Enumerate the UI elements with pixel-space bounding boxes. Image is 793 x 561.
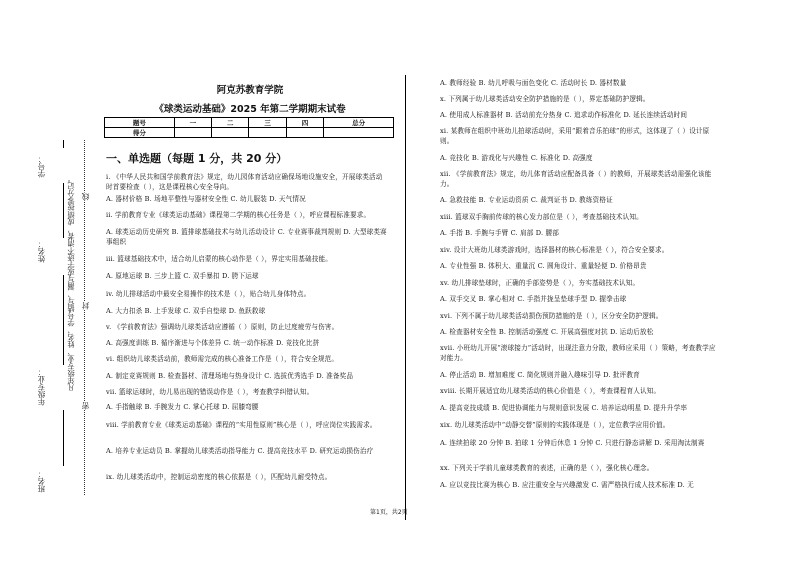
page-number: 第1页，共2页 (370, 509, 408, 516)
seal-char: 密 (81, 402, 90, 410)
seal-char: 封 (81, 302, 90, 310)
student-id-blank[interactable] (63, 183, 64, 238)
question-stem: xv. 幼儿排球垫球时，正确的手部姿势是（ ），夯实基础技术认知。 (440, 279, 640, 287)
question-stem: xix. 幼儿球类活动中“动静交替”原则的实践体现是（ ），定位教学应用价值。 (440, 421, 670, 429)
question-stem: xii. 《学前教育法》规定，幼儿体育活动应配备具备（ ）的教师，开展球类活动需强化该能力。 (440, 170, 712, 188)
question-stem: xiv. 设计大班幼儿球类游戏时，选择器材的核心标准是（ ），符合安全要求。 (440, 246, 669, 254)
score-cell: 一 (174, 118, 211, 128)
question-options: A. 手指 B. 手腕与手臂 C. 肩部 D. 腰部 (440, 229, 559, 237)
question-options: A. 使用成人标准器材 B. 活动前充分热身 C. 追求动作标准化 D. 延长连续活动时间 (440, 111, 688, 119)
question-options: A. 竞技化 B. 游戏化与兴趣性 C. 标准化 D. 高强度 (440, 154, 593, 162)
school-name: 阿克苏教育学院 (216, 85, 284, 96)
question-options: A. 应以竞技比赛为核心 B. 应注重安全与兴趣激发 C. 需严格执行成人技术标准 D. 无 (440, 481, 694, 489)
seal-char: 线 (81, 193, 90, 201)
column-divider (405, 75, 406, 520)
question-options: A. 大力扣杀 B. 上手发球 C. 双手自垫球 D. 鱼跃救球 (106, 307, 266, 315)
question-options: A. 连续拍球 20 分钟 B. 拍球 1 分钟后休息 1 分钟 C. 只进行静态讲解 D. 采用淘汰制赛 (440, 439, 705, 447)
class-label: 班名： (37, 470, 46, 493)
score-cell: 得分 (105, 128, 175, 138)
question-options: A. 高强度训练 B. 循序渐进与个体差异 C. 统一动作标准 D. 竞技化比拼 (106, 339, 320, 347)
score-cell (324, 128, 394, 138)
question-stem: xx. 下列关于学前儿童球类教育的表述，正确的是（ ），强化核心理念。 (440, 464, 654, 472)
question-options: A. 专业性强 B. 体积大、重量沉 C. 圆角设计、重量轻便 D. 价格昂贵 (440, 262, 647, 270)
question-options: A. 球类运动历史研究 B. 篮排球基础技术与幼儿活动设计 C. 专业赛事裁判规则 D. 大型球类赛事组织 (106, 228, 387, 246)
score-cell (249, 128, 286, 138)
score-cell (286, 128, 323, 138)
question-stem: v. 《学前教育法》强调幼儿球类活动应遵循（ ）原则，防止过度疲劳与伤害。 (106, 323, 339, 331)
question-options: A. 制定竞赛规则 B. 检查器材、清理场地与热身设计 C. 选拔优秀选手 D. 准备奖品 (106, 372, 354, 380)
student-id-blank[interactable] (63, 140, 64, 148)
question-stem: vi. 组织幼儿球类活动前，教师需完成的核心准备工作是（ ），符合安全规范。 (106, 355, 339, 363)
question-stem: xi. 某教师在组织中班幼儿拍球活动时，采用“跟着音乐拍球”的形式，这体现了（ ）设计原则。 (440, 127, 710, 145)
question-stem: xvii. 小班幼儿开展“滚球接力”活动时，出现注意力分散，教师应采用（ ）策略，考查教学应对能力。 (440, 344, 716, 362)
question-options: A. 提高竞技成绩 B. 促进协调能力与规则意识发展 C. 培养运动明星 D. 提升升学率 (440, 404, 688, 412)
score-cell: 二 (212, 118, 249, 128)
score-cell (212, 128, 249, 138)
question-options: A. 教师经验 B. 幼儿呼吸与面色变化 C. 活动时长 D. 器材数量 (440, 79, 627, 87)
margin-instruction: 凡年级专业、姓名、学号错写、漏写或字迹不清者，成绩按零分记。 (66, 175, 75, 391)
question-stem: ix. 幼儿球类活动中，控制运动密度的核心依据是（ ），匹配幼儿耐受特点。 (106, 473, 332, 481)
question-stem: vii. 篮球运球时，幼儿易出现的错误动作是（ ），考查教学纠错认知。 (106, 388, 314, 396)
score-table (104, 117, 394, 138)
score-cell: 题号 (105, 118, 175, 128)
question-options: A. 培养专业运动员 B. 掌握幼儿球类活动指导能力 C. 提高竞技水平 D. 研究运动损伤治疗 (106, 447, 374, 455)
question-options: A. 双手交叉 B. 掌心相对 C. 手指并拢呈垫球手型 D. 握拳击球 (440, 295, 627, 303)
question-stem: viii. 学前教育专业《球类运动基础》课程的“实用性原则”核心是（ ），呼应岗位实践需求。 (106, 421, 377, 429)
student-id-label: 学号： (37, 155, 46, 178)
question-options: A. 手指触球 B. 手腕发力 C. 掌心托球 D. 屈膝弯腰 (106, 403, 259, 411)
question-stem: iii. 篮球基础技术中，适合幼儿启蒙的核心动作是（ ），界定实用基础技能。 (106, 255, 333, 263)
question-stem: xvi. 下列不属于幼儿球类活动损伤预防措施的是（ ），区分安全防护逻辑。 (440, 312, 663, 320)
major-blank[interactable] (63, 410, 64, 466)
score-cell: 四 (286, 118, 323, 128)
section-heading: 一、单选题（每题 1 分，共 20 分） (106, 152, 288, 165)
score-cell: 总分 (324, 118, 394, 128)
name-label: 姓名： (37, 240, 46, 263)
question-options: A. 停止活动 B. 增加难度 C. 简化规则并融入趣味引导 D. 批评教育 (440, 371, 640, 379)
question-stem: xiii. 篮球双手胸前传球的核心发力部位是（ ），考查基础技术认知。 (440, 213, 643, 221)
score-cell: 三 (249, 118, 286, 128)
question-stem: i. 《中华人民共和国学前教育法》规定，幼儿园体育活动应确保场地设施安全，开展球类活动时首要检查（ ），这是课程核心安全导向。 (106, 173, 383, 191)
question-options: A. 检查器材安全性 B. 控制活动强度 C. 开展高强度对抗 D. 运动后放松 (440, 328, 654, 336)
score-table-header-row (105, 118, 394, 128)
question-options: A. 器材价格 B. 场地平整性与器材安全性 C. 幼儿服装 D. 天气情况 (106, 195, 306, 203)
major-label: 年级专业： (37, 368, 46, 406)
name-blank[interactable] (63, 275, 64, 365)
question-stem: ii. 学前教育专业《球类运动基础》课程第二学期的核心任务是（ ），呼应课程标准要求。 (106, 211, 371, 219)
score-cell (174, 128, 211, 138)
question-stem: xviii. 长期开展适宜幼儿球类活动的核心价值是（ ），考查课程育人认知。 (440, 387, 661, 395)
question-stem: x. 下列属于幼儿球类活动安全防护措施的是（ ），界定基础防护逻辑。 (440, 95, 650, 103)
question-options: A. 急救技能 B. 专业运动资质 C. 裁判证书 D. 教练资格证 (440, 196, 613, 204)
question-stem: iv. 幼儿排球活动中最安全易操作的技术是（ ），贴合幼儿身体特点。 (106, 290, 311, 298)
exam-title: 《球类运动基础》2025 年第二学期期末试卷 (154, 104, 346, 115)
question-options: A. 原地运球 B. 三步上篮 C. 双手暴扣 D. 胯下运球 (106, 272, 259, 280)
score-table-score-row (105, 128, 394, 138)
